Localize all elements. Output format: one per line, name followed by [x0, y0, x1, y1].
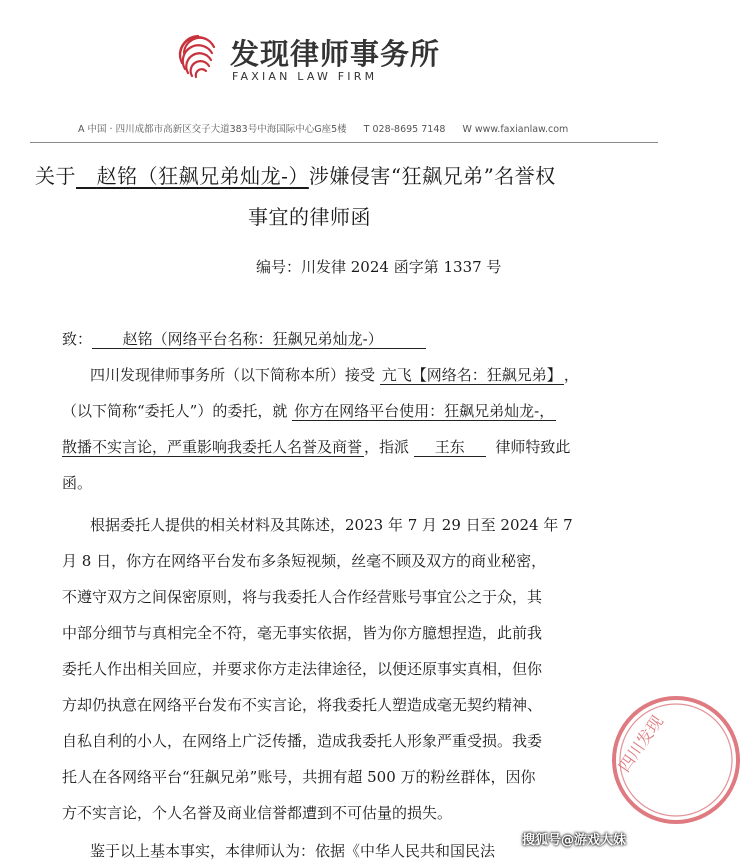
assigned-lawyer: 王东 [414, 438, 486, 457]
para2-line: 托人在各网络平台“狂飙兄弟”账号，共拥有超 500 万的粉丝群体，因你 [62, 768, 536, 786]
infringing-account: 你方在网络平台使用：狂飙兄弟灿龙-， [294, 402, 555, 420]
reference-number: 编号：川发律 2024 函字第 1337 号 [256, 258, 502, 276]
title-rest: 涉嫌侵害“狂飙兄弟”名誉权 [308, 164, 556, 188]
salutation-prefix: 致： [62, 330, 93, 348]
title-party: 赵铭（狂飙兄弟灿龙-） [96, 164, 309, 188]
address-text: A 中国 · 四川成都市高新区交子大道383号中海国际中心G座5楼 [78, 124, 347, 135]
contact-line [78, 121, 582, 135]
para2-line: 月 8 日，你方在网络平台发布多条短视频，丝毫不顾及双方的商业秘密， [62, 552, 547, 570]
para1-line-1: 四川发现律师事务所（以下简称本所）接受 亢飞【网络名：狂飙兄弟】 ， [90, 366, 579, 384]
salutation [62, 328, 426, 349]
para2-line: 方不实言论，个人名誉及商业信誉都遭到不可估量的损失。 [62, 804, 453, 822]
infringement-description: 散播不实言论，严重影响我委托人名誉及商誉 [62, 438, 363, 456]
letter-title-line-2: 事宜的律师函 [248, 205, 371, 229]
website-text: W www.faxianlaw.com [462, 124, 569, 135]
para2-line: 自私自利的小人，在网络上广泛传播，造成我委托人形象严重受损。我委 [62, 732, 543, 750]
para3-line-1: 鉴于以上基本事实，本律师认为：依据《中华人民共和国民法 [90, 842, 496, 860]
phone-text: T 028-8695 7148 [363, 124, 446, 135]
client-name: 亢飞【网络名：狂飙兄弟】 [381, 366, 562, 384]
header-divider [30, 142, 658, 143]
firm-name-en: FAXIAN LAW FIRM [232, 70, 378, 83]
letter-title-line-1 [35, 160, 556, 189]
recipient-name: 赵铭（网络平台名称：狂飙兄弟灿龙-） [92, 330, 426, 349]
para1-line-3: 散播不实言论，严重影响我委托人名誉及商誉 ，指派 王东 律师特致此 [62, 438, 571, 456]
para2-line: 方却仍执意在网络平台发布不实言论，将我委托人塑造成毫无契约精神、 [62, 696, 543, 714]
para2-line: 中部分细节与真相完全不符，毫无事实依据，皆为你方臆想捏造，此前我 [62, 624, 543, 642]
firm-name: 发现律师事务所 [230, 37, 441, 71]
para2-line: 不遵守双方之间保密原则，将与我委托人合作经营账号事宜公之于众，其 [62, 588, 543, 606]
title-prefix: 关于 [35, 164, 76, 188]
para1-line-2: （以下简称“委托人”）的委托，就 你方在网络平台使用：狂飙兄弟灿龙-， [62, 402, 555, 420]
platform-watermark: 搜狐号@游戏大妹 [522, 833, 627, 848]
official-seal-stamp [606, 690, 746, 830]
para2-line: 委托人作出相关回应，并要求你方走法律途径，以便还原事实真相，但你 [62, 660, 543, 678]
para1-line-4: 函。 [62, 474, 93, 492]
svg-text:四川发现: 四川发现 [614, 712, 667, 776]
fingerprint-logo-icon [176, 33, 220, 79]
para2-line: 根据委托人提供的相关材料及其陈述，2023 年 7 月 29 日至 2024 年 7 [90, 516, 573, 534]
